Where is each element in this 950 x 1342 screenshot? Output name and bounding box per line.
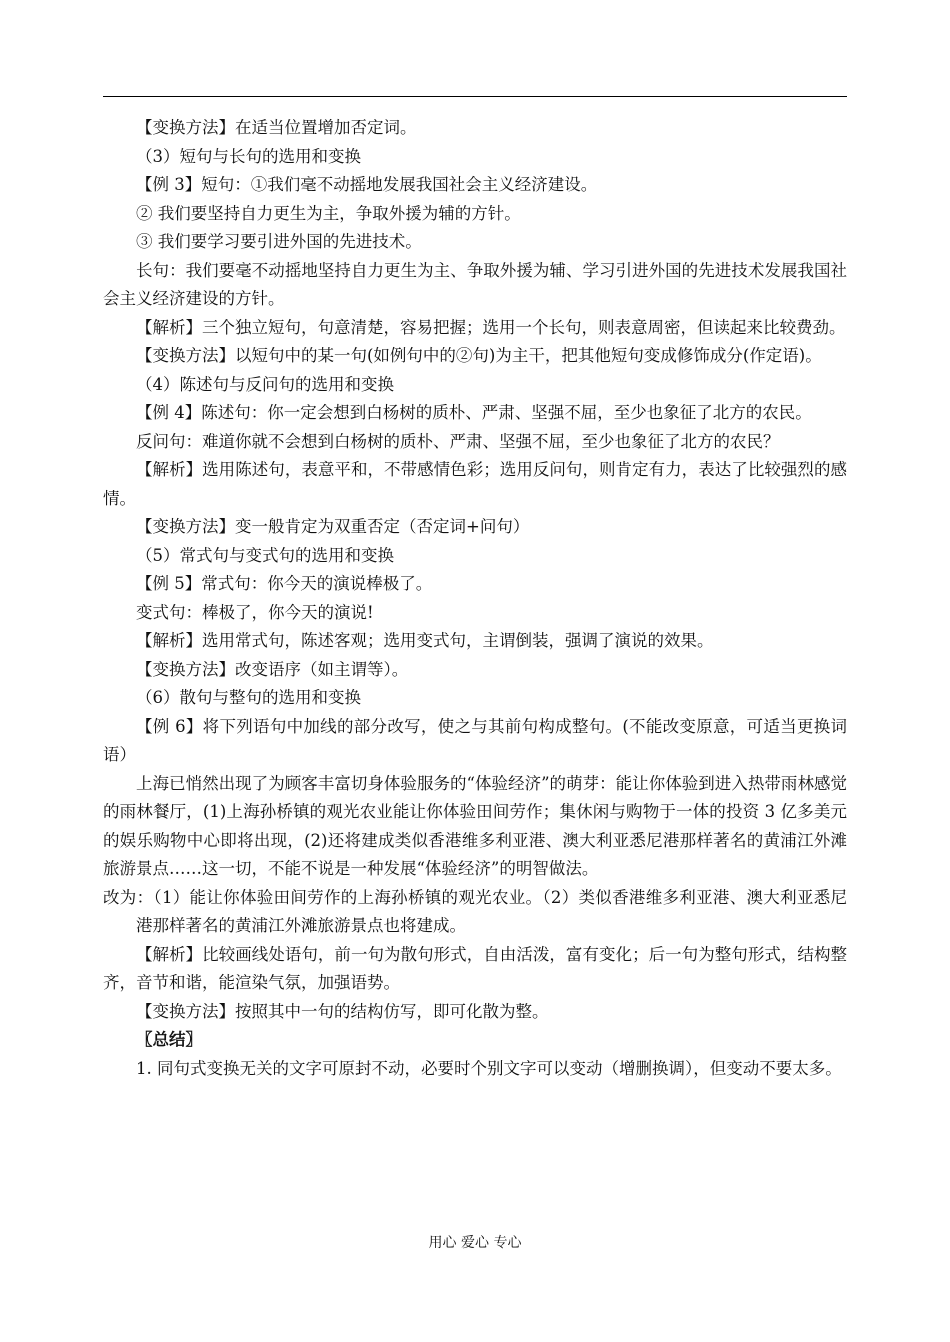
paragraph: 【解析】三个独立短句，句意清楚，容易把握；选用一个长句，则表意周密，但读起来比较费劲。 <box>136 317 846 337</box>
paragraph: 【变换方法】按照其中一句的结构仿写，即可化散为整。 <box>136 1001 549 1021</box>
paragraph: 【例 5】常式句：你今天的演说棒极了。 <box>136 574 433 593</box>
paragraph: ③ 我们要学习要引进外国的先进技术。 <box>136 232 422 251</box>
paragraph: 【例 3】短句：①我们毫不动摇地发展我国社会主义经济建设。 <box>136 175 598 194</box>
paragraph: 【解析】选用陈述句，表意平和，不带感情色彩；选用反问句，则肯定有力，表达了比较强烈的感情。 <box>103 460 847 508</box>
paragraph: 【例 4】陈述句：你一定会想到白杨树的质朴、严肃、坚强不屈，至少也象征了北方的农民。 <box>136 403 812 422</box>
paragraph: 改为：（1）能让你体验田间劳作的上海孙桥镇的观光农业。（2）类似香港维多利亚港、澳大利亚悉尼港那样著名的黄浦江外滩旅游景点也将建成。 <box>103 887 847 935</box>
page-footer: 用心 爱心 专心 <box>428 1235 522 1251</box>
paragraph: （6）散句与整句的选用和变换 <box>136 688 361 707</box>
paragraph: 【解析】比较画线处语句，前一句为散句形式，自由活泼，富有变化；后一句为整句形式，结构整齐，音节和谐，能渲染气氛，加强语势。 <box>103 944 847 992</box>
paragraph: 变式句：棒极了，你今天的演说! <box>136 602 374 622</box>
paragraph: 【变换方法】改变语序（如主谓等）。 <box>136 659 409 679</box>
paragraph: 【变换方法】在适当位置增加否定词。 <box>136 118 417 137</box>
paragraph: 上海已悄然出现了为顾客丰富切身体验服务的“体验经济”的萌芽：能让你体验到进入热带雨林感觉的雨林餐厅，(1)上海孙桥镇的观光农业能让你体验田间劳作；集休闲与购物于一体的投资 3 亿多美元的娱乐购物中心即将出现，(2)还将建成类似香港维多利亚港、澳大利亚悉尼港那样著名的黄浦江外滩旅游景点……这一切，不能不说是一种发展“体验经济”的明智做法。 <box>103 773 847 878</box>
paragraph: （3）短句与长句的选用和变换 <box>136 146 361 166</box>
paragraph: （4）陈述句与反问句的选用和变换 <box>136 374 394 394</box>
paragraph: 长句：我们要毫不动摇地坚持自力更生为主、争取外援为辅、学习引进外国的先进技术发展我国社会主义经济建设的方针。 <box>103 260 847 308</box>
paragraph: 【例 6】将下列语句中加线的部分改写，使之与其前句构成整句。(不能改变原意，可适当更换词语） <box>103 716 847 764</box>
paragraph: （5）常式句与变式句的选用和变换 <box>136 545 394 565</box>
paragraph: ② 我们要坚持自力更生为主，争取外援为辅的方针。 <box>136 203 521 223</box>
document-body <box>103 114 847 1083</box>
section-heading: 〖总结〗 <box>136 1030 202 1049</box>
paragraph: 【解析】选用常式句，陈述客观；选用变式句，主谓倒装，强调了演说的效果。 <box>136 631 714 650</box>
paragraph: 反问句：难道你就不会想到白杨树的质朴、严肃、坚强不屈，至少也象征了北方的农民？ <box>136 431 780 451</box>
header-rule <box>103 96 847 97</box>
paragraph: 【变换方法】以短句中的某一句(如例句中的②句)为主干，把其他短句变成修饰成分(作定语)。 <box>136 346 822 365</box>
paragraph: 【变换方法】变一般肯定为双重否定（否定词+问句） <box>136 517 530 536</box>
paragraph: 1. 同句式变换无关的文字可原封不动，必要时个别文字可以变动（增删换调），但变动不要太多。 <box>136 1058 842 1078</box>
